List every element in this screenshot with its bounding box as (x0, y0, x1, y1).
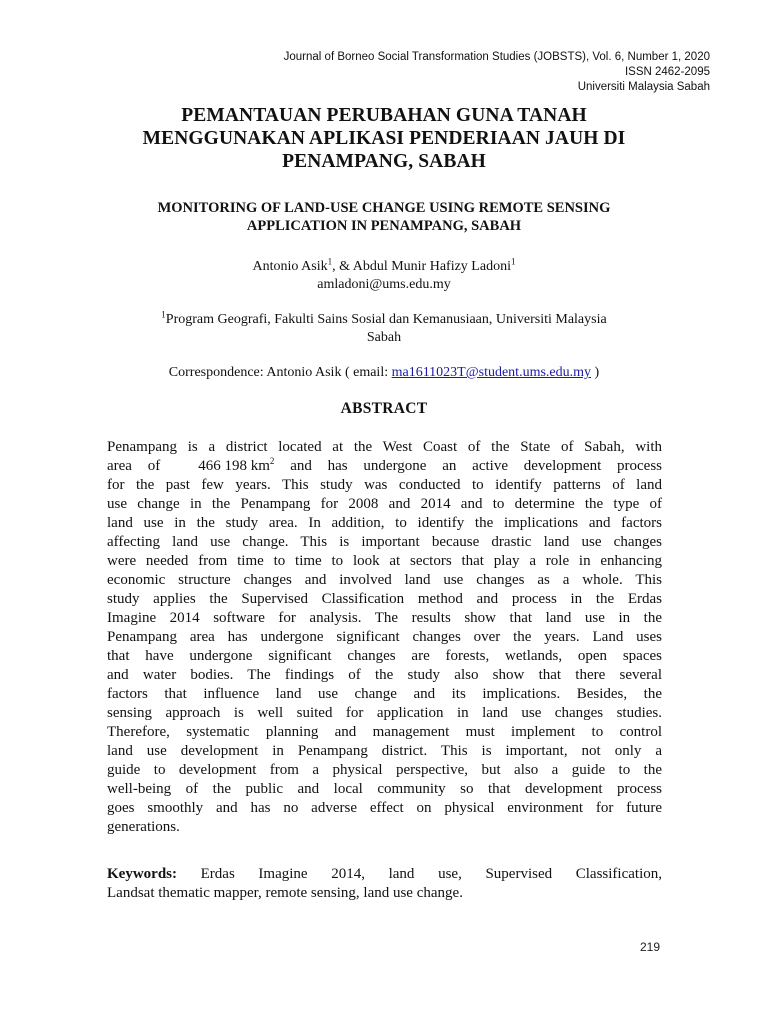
correspondence-email-link[interactable]: ma1611023T@student.ums.edu.my (391, 365, 592, 380)
abstract-line: Therefore, systematic planning and management must implement to control (107, 724, 662, 740)
journal-university: Universiti Malaysia Sabah (577, 81, 710, 93)
journal-citation: Journal of Borneo Social Transformation Studies (JOBSTS), Vol. 6, Number 1, 2020 (283, 51, 710, 63)
abstract-line: that have undergone significant changes are forests, wetlands, open spaces (107, 648, 662, 664)
abstract-line: Penampang area has undergone significant changes over the years. Land uses (107, 629, 662, 645)
title-malay-line-3: PENAMPANG, SABAH (282, 151, 486, 172)
affiliation-line-1 (80, 311, 688, 329)
author-email: amladoni@ums.edu.my (317, 277, 451, 292)
keywords-label: Keywords: (107, 866, 177, 882)
affiliation (80, 311, 688, 347)
correspondence-suffix: ) (591, 365, 600, 380)
title-english (100, 199, 668, 235)
author-2-affiliation-mark: 1 (510, 256, 516, 267)
area-value (198, 457, 274, 476)
journal-header (284, 50, 710, 95)
correspondence (80, 364, 688, 382)
abstract-line: goes smoothly and has no adverse effect on physical environment for future (107, 800, 662, 816)
area-number: 466 198 km (198, 458, 270, 474)
abstract-line: sensing approach is well suited for application in land use changes studies. (107, 705, 662, 721)
author-separator: , & (332, 259, 353, 274)
keywords-line-2: Landsat thematic mapper, remote sensing, land use change. (107, 885, 463, 901)
abstract-line: well-being of the public and local community so that development process (107, 781, 662, 797)
area-prefix: area of (107, 458, 161, 474)
abstract-line: Penampang is a district located at the West Coast of the State of Sabah, with (107, 439, 662, 455)
area-unit-exponent: 2 (269, 456, 275, 466)
title-malay (90, 104, 678, 173)
keywords-list-part-1: Erdas Imagine 2014, land use, Supervised Classification, (177, 866, 662, 882)
correspondence-prefix: Correspondence: Antonio Asik ( email: (168, 365, 392, 380)
journal-issn: ISSN 2462-2095 (624, 66, 710, 78)
abstract-line: Imagine 2014 software for analysis. The results show that land use in the (107, 610, 662, 626)
abstract-line: factors that influence land use change and its implications. Besides, the (107, 686, 662, 702)
abstract-line: economic structure changes and involved land use changes as a whole. This (107, 572, 662, 588)
abstract-line: and water bodies. The findings of the study also show that there several (107, 667, 662, 683)
abstract-line: land use in the study area. In addition, to identify the implications and factors (107, 515, 662, 531)
keywords-line-1 (107, 865, 662, 884)
abstract-heading: ABSTRACT (340, 400, 428, 417)
affiliation-text: Program Geografi, Fakulti Sains Sosial dan Kemanusiaan, Universiti Malaysia (165, 312, 607, 327)
title-english-line-1: MONITORING OF LAND-USE CHANGE USING REMOTE SENSING (157, 200, 611, 216)
abstract-line: land use development in Penampang district. This is important, not only a (107, 743, 662, 759)
author-2: Abdul Munir Hafizy Ladoni (352, 259, 511, 274)
abstract-line: for the past few years. This study was conducted to identify patterns of land (107, 477, 662, 493)
area-suffix: and has undergone an active development process (274, 458, 662, 474)
affiliation-line-2: Sabah (366, 330, 402, 345)
page-number: 219 (639, 940, 660, 954)
author-block (80, 258, 688, 294)
abstract-line (107, 457, 662, 476)
abstract-line: guide to development from a physical perspective, but also a guide to the (107, 762, 662, 778)
title-malay-line-2: MENGGUNAKAN APLIKASI PENDERIAAN JAUH DI (142, 128, 626, 149)
author-1: Antonio Asik (252, 259, 328, 274)
abstract-line: generations. (107, 819, 180, 835)
author-names (80, 258, 688, 276)
abstract-line: affecting land use change. This is important because drastic land use changes (107, 534, 662, 550)
affiliation-mark: 1 (161, 309, 166, 320)
abstract-body (107, 438, 662, 837)
title-malay-line-1: PEMANTAUAN PERUBAHAN GUNA TANAH (181, 105, 587, 126)
abstract-line: study applies the Supervised Classification method and process in the Erdas (107, 591, 662, 607)
title-english-line-2: APPLICATION IN PENAMPANG, SABAH (246, 218, 522, 234)
keywords (107, 865, 662, 903)
author-1-affiliation-mark: 1 (327, 256, 333, 267)
abstract-line: were needed from time to time to look at sectors that play a role in enhancing (107, 553, 662, 569)
abstract-line: use change in the Penampang for 2008 and 2014 and to determine the type of (107, 496, 662, 512)
